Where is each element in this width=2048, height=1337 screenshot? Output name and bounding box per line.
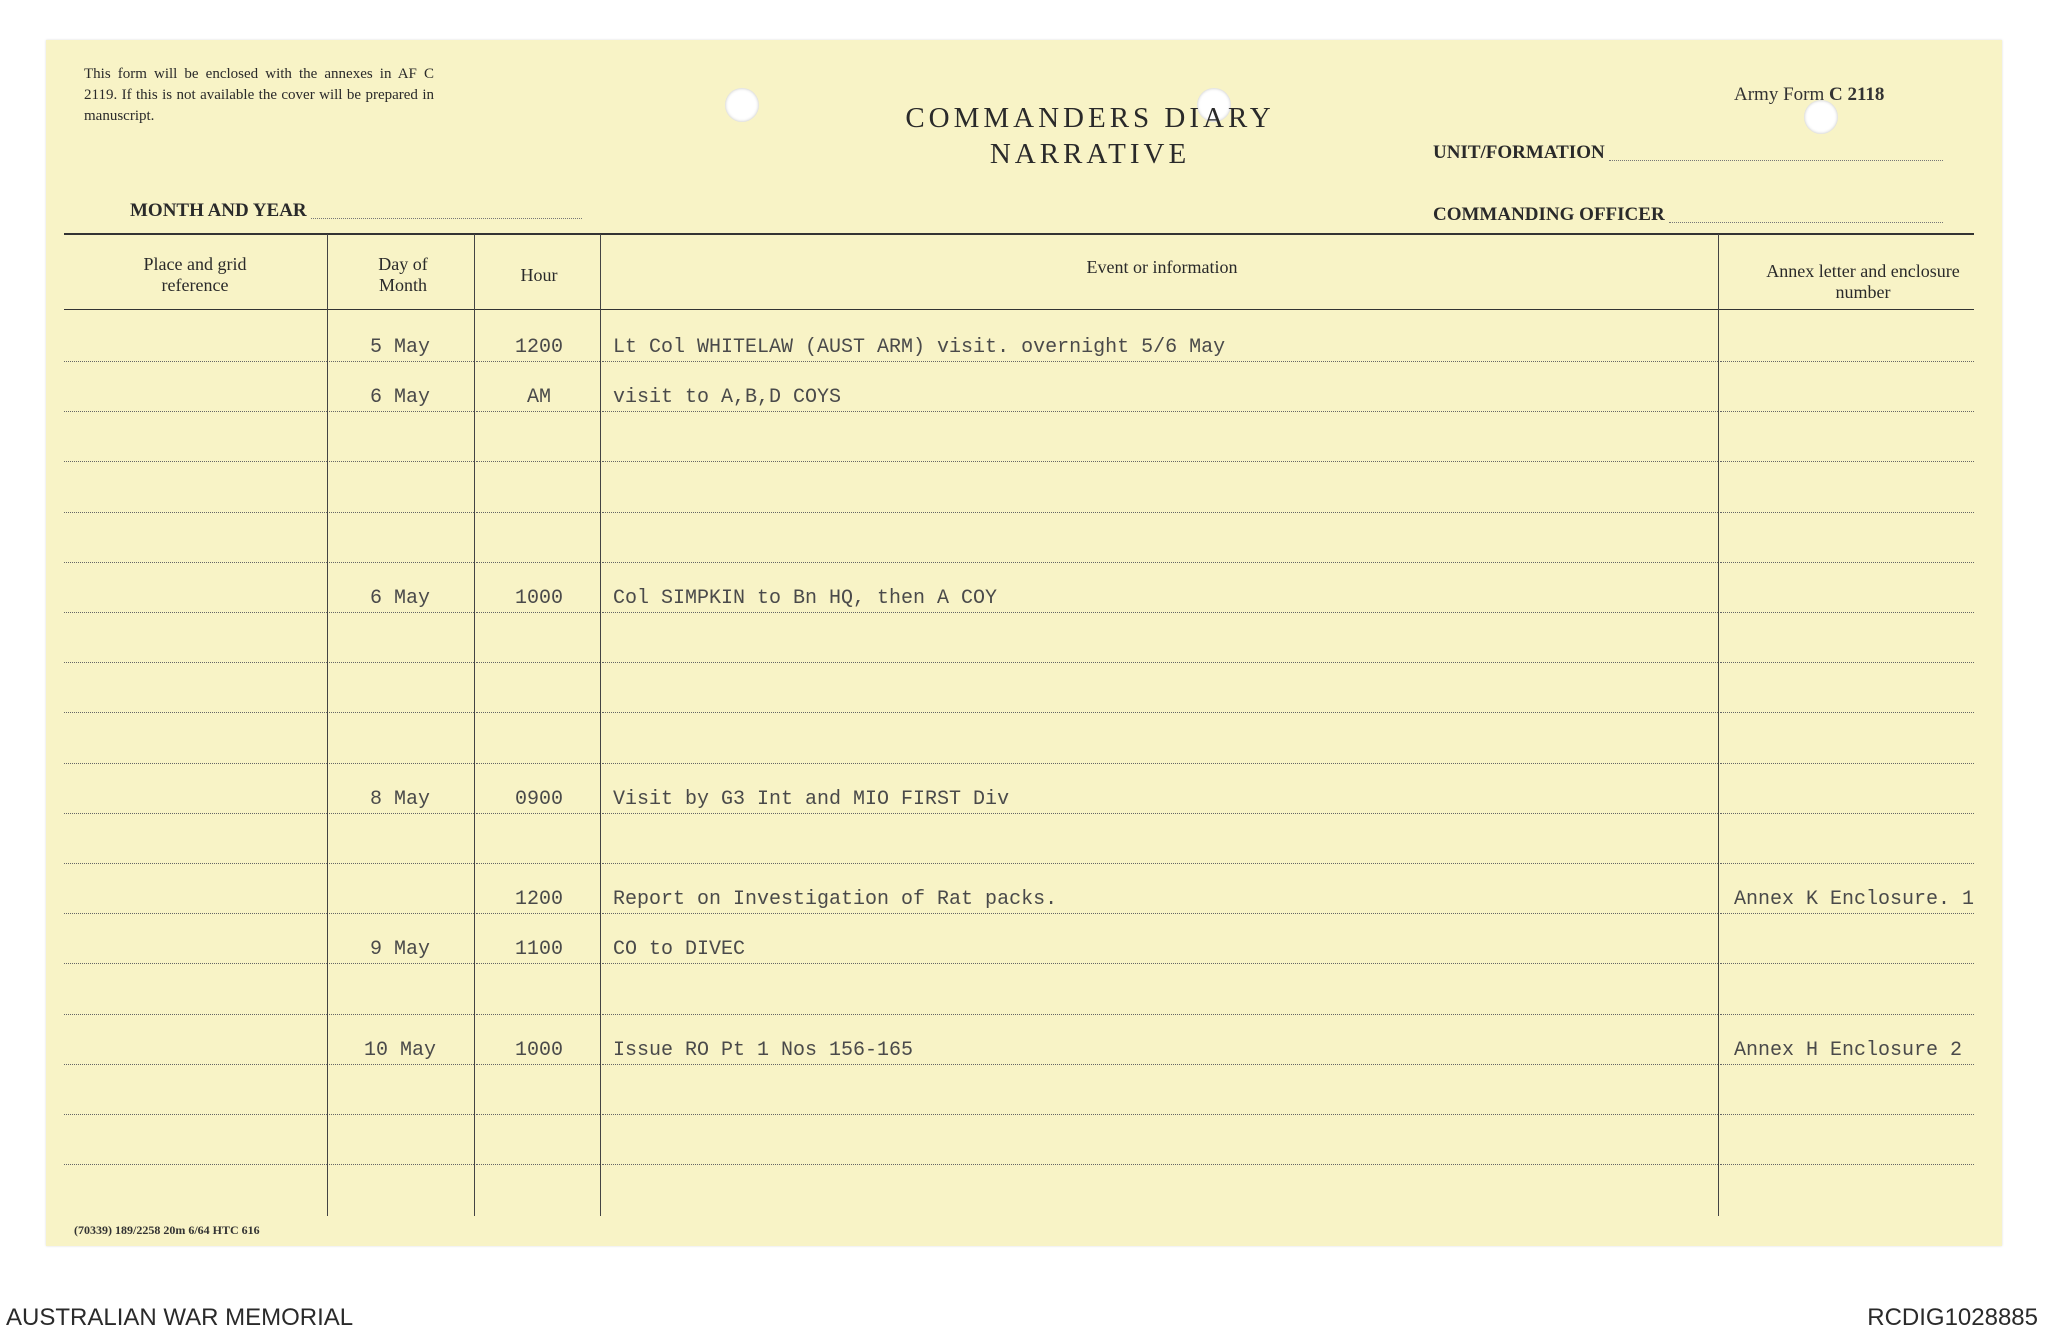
ruled-line	[602, 512, 1718, 513]
commanding-officer-label: COMMANDING OFFICER	[1433, 204, 1665, 225]
ruled-line	[1720, 863, 1974, 864]
entry-event: Lt Col WHITELAW (AUST ARM) visit. overnight 5/6 May	[613, 336, 1226, 359]
ruled-line	[1720, 1064, 1974, 1065]
ruled-line	[329, 562, 474, 563]
ruled-line	[329, 512, 474, 513]
ruled-line	[1720, 662, 1974, 663]
ruled-line	[64, 1014, 327, 1015]
form-title-line2: NARRATIVE	[989, 138, 1191, 170]
ruled-line	[476, 662, 600, 663]
ruled-line	[602, 411, 1718, 412]
entry-event: CO to DIVEC	[613, 938, 746, 961]
entry-hour: 1000	[514, 587, 563, 610]
entry-hour: 1100	[514, 938, 563, 961]
ruled-line	[476, 361, 600, 362]
ruled-line	[476, 913, 600, 914]
ruled-line	[476, 712, 600, 713]
commanding-officer-blank	[1669, 221, 1943, 223]
entry-event: Visit by G3 Int and MIO FIRST Div	[613, 788, 1010, 811]
ruled-line	[476, 1014, 600, 1015]
column-header-hour: Hour	[520, 265, 558, 285]
form-instructions: This form will be enclosed with the annexes in AF C 2119. If this is not available the cover will be prepared in manuscript.	[84, 66, 434, 124]
ruled-line	[602, 863, 1718, 864]
ruled-line	[1720, 763, 1974, 764]
entry-day: 9 May	[369, 938, 430, 961]
ruled-line	[476, 863, 600, 864]
ruled-line	[602, 1064, 1718, 1065]
ruled-line	[476, 963, 600, 964]
footer-reference: RCDIG1028885	[1867, 1304, 2038, 1331]
print-code: (70339) 189/2258 20m 6/64 HTC 616	[74, 1223, 260, 1237]
commanding-officer-field	[1433, 204, 1943, 226]
ruled-line	[476, 411, 600, 412]
entry-event: Report on Investigation of Rat packs.	[613, 888, 1058, 911]
ruled-line	[64, 512, 327, 513]
ruled-line	[329, 1014, 474, 1015]
ruled-line	[1720, 461, 1974, 462]
entry-annex: Annex K Enclosure. 1	[1734, 888, 1975, 911]
ruled-line	[476, 612, 600, 613]
ruled-line	[329, 411, 474, 412]
ruled-line	[64, 612, 327, 613]
ruled-line	[602, 963, 1718, 964]
ruled-line	[476, 1064, 600, 1065]
entry-hour: 1000	[514, 1039, 563, 1062]
ruled-line	[476, 763, 600, 764]
column-divider-3	[600, 234, 601, 1216]
ruled-line	[329, 1064, 474, 1065]
form-title-line1: COMMANDERS DIARY	[905, 102, 1275, 134]
ruled-line	[64, 1064, 327, 1065]
ruled-line	[1720, 512, 1974, 513]
ruled-line	[64, 361, 327, 362]
ruled-line	[602, 813, 1718, 814]
column-divider-2	[474, 234, 475, 1216]
ruled-line	[64, 1164, 327, 1165]
ruled-line	[602, 361, 1718, 362]
ruled-line	[602, 461, 1718, 462]
ruled-line	[476, 1114, 600, 1115]
ruled-line	[64, 712, 327, 713]
ruled-line	[329, 963, 474, 964]
entry-event: visit to A,B,D COYS	[613, 386, 842, 409]
footer-source: AUSTRALIAN WAR MEMORIAL	[6, 1304, 354, 1331]
ruled-line	[602, 763, 1718, 764]
ruled-line	[476, 461, 600, 462]
ruled-line	[1720, 411, 1974, 412]
ruled-line	[64, 1114, 327, 1115]
entry-hour: 1200	[514, 888, 563, 911]
ruled-line	[602, 1164, 1718, 1165]
ruled-line	[1720, 913, 1974, 914]
month-year-blank	[311, 217, 582, 219]
ruled-line	[329, 361, 474, 362]
ruled-line	[1720, 1164, 1974, 1165]
ruled-line	[64, 562, 327, 563]
ruled-line	[1720, 562, 1974, 563]
ruled-line	[64, 662, 327, 663]
ruled-line	[602, 562, 1718, 563]
month-year-label: MONTH AND YEAR	[130, 200, 307, 221]
ruled-line	[476, 512, 600, 513]
entry-event: Col SIMPKIN to Bn HQ, then A COY	[613, 587, 998, 610]
entry-day: 5 May	[369, 336, 430, 359]
army-form-label: Army Form	[1734, 84, 1825, 105]
entry-hour: 0900	[514, 788, 563, 811]
column-header-day: Day of Month	[378, 254, 428, 295]
ruled-line	[329, 1164, 474, 1165]
ruled-line	[64, 813, 327, 814]
ruled-line	[64, 913, 327, 914]
ruled-line	[1720, 1014, 1974, 1015]
entry-day: 6 May	[369, 386, 430, 409]
form-title	[860, 100, 1320, 172]
ruled-line	[329, 913, 474, 914]
ruled-line	[64, 461, 327, 462]
ruled-line	[329, 662, 474, 663]
ruled-line	[329, 612, 474, 613]
ruled-line	[602, 612, 1718, 613]
ruled-line	[329, 1114, 474, 1115]
column-divider-4	[1718, 234, 1719, 1216]
ruled-line	[1720, 361, 1974, 362]
ruled-line	[602, 913, 1718, 914]
entry-hour: AM	[526, 386, 551, 409]
entry-day: 6 May	[369, 587, 430, 610]
ruled-line	[1720, 612, 1974, 613]
ruled-line	[602, 1014, 1718, 1015]
unit-formation-field	[1433, 142, 1943, 164]
entry-event: Issue RO Pt 1 Nos 156-165	[613, 1039, 914, 1062]
ruled-line	[64, 763, 327, 764]
table-top-rule	[64, 233, 1974, 235]
ruled-line	[64, 863, 327, 864]
unit-formation-blank	[1609, 159, 1943, 161]
ruled-line	[476, 562, 600, 563]
ruled-line	[602, 712, 1718, 713]
ruled-line	[329, 813, 474, 814]
entry-annex: Annex H Enclosure 2	[1734, 1039, 1963, 1062]
ruled-line	[329, 712, 474, 713]
column-divider-1	[327, 234, 328, 1216]
column-header-place: Place and grid reference	[143, 254, 247, 295]
table-header-rule	[64, 309, 1974, 310]
entry-hour: 1200	[514, 336, 563, 359]
ruled-line	[329, 763, 474, 764]
army-form-code: C 2118	[1829, 84, 1885, 105]
ruled-line	[602, 662, 1718, 663]
ruled-line	[1720, 712, 1974, 713]
column-header-event: Event or information	[1086, 257, 1238, 277]
ruled-line	[64, 411, 327, 412]
ruled-line	[64, 963, 327, 964]
ruled-line	[329, 863, 474, 864]
ruled-line	[602, 1114, 1718, 1115]
ruled-line	[329, 461, 474, 462]
entry-day: 8 May	[369, 788, 430, 811]
ruled-line	[476, 1164, 600, 1165]
ruled-line	[476, 813, 600, 814]
unit-formation-label: UNIT/FORMATION	[1433, 142, 1605, 163]
ruled-line	[1720, 1114, 1974, 1115]
ruled-line	[1720, 813, 1974, 814]
column-header-annex: Annex letter and enclosure number	[1766, 261, 1960, 302]
army-form-number	[1734, 84, 1884, 106]
ruled-line	[1720, 963, 1974, 964]
month-year-field	[130, 200, 582, 222]
entry-day: 10 May	[363, 1039, 436, 1062]
punch-hole-left	[725, 88, 759, 122]
